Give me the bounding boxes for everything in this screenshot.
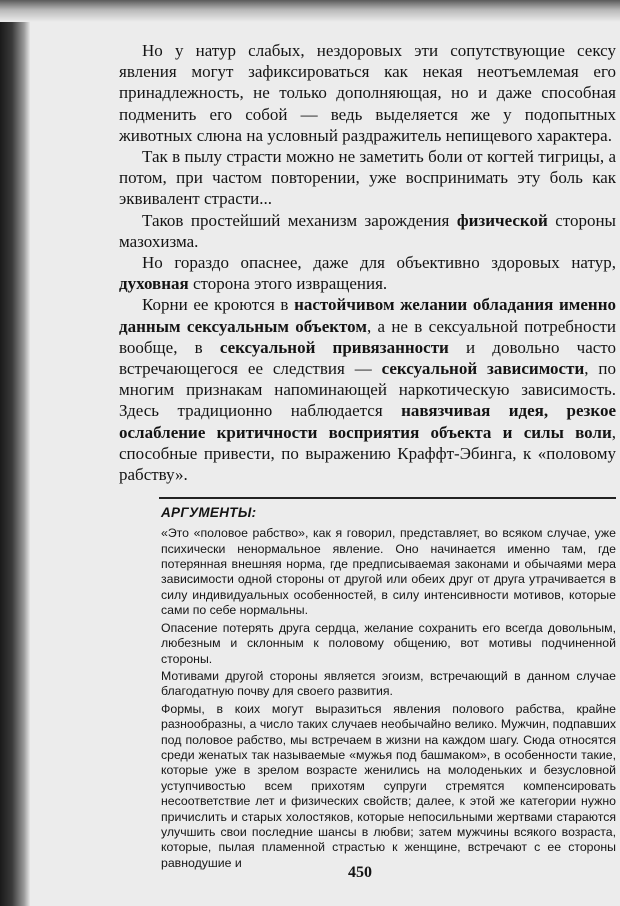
book-binding-shadow xyxy=(0,0,30,906)
paragraph-2: Так в пылу страсти можно не заметить боли от когтей тигрицы, а потом, при частом повторении, уже воспринимать эту боль как эквивалент страсти... xyxy=(119,147,616,209)
argument-paragraph: Опасение потерять друга сердца, желание сохранить его всегда довольным, любезным и склонным к половому общению, вот мотивы подчиненной стороны. xyxy=(161,620,616,666)
text-run: Таков простейший механизм зарождения xyxy=(142,210,457,230)
bold-term: духовная xyxy=(119,274,189,294)
arguments-title: АРГУМЕНТЫ: xyxy=(161,505,257,521)
bold-term: физической xyxy=(456,210,548,230)
paragraph-5 xyxy=(119,294,616,485)
argument-paragraph: «Это «половое рабство», как я говорил, представляет, во всяком случае, уже психически ненормальное явление. Оно начинается именно там, где потерянная внешняя норма, где предписываемая законами и обычаями мера зависимости одной стороны от другой или обеих друг от друга утрачивается в силу индивидуальных особенностей, в силу интенсивности мотивов, которые сами по себе нормальны. xyxy=(161,526,616,618)
top-edge-shadow xyxy=(0,0,620,22)
text-run: Но гораздо опаснее, даже для объективно здоровых натур, xyxy=(142,253,616,273)
text-run: , способные привести, по выражению Краффт-Эбинга, к «половому рабству». xyxy=(119,422,616,485)
section-divider xyxy=(159,497,616,499)
bold-term: сексуальной зависимости xyxy=(381,359,585,379)
paragraph-3 xyxy=(119,210,616,252)
bold-term: настойчивом желании обладания именно данным сексуальным объектом xyxy=(119,295,616,336)
paragraph-1: Но у натур слабых, нездоровых эти сопутствующие сексу явления могут зафиксироваться как некая неотъемлемая его принадлежность, не только дополняющая, но и даже способная подменить его собой — ведь выделяется же у подопытных животных слюна на условный раздражитель непищевого характера. xyxy=(119,41,616,145)
text-run: и довольно часто встречающегося ее следствия — xyxy=(119,337,616,379)
page-number: 450 xyxy=(348,864,372,881)
argument-paragraph: Мотивами другой стороны является эгоизм, встречающий в данном случае благодатную почву для своего развития. xyxy=(161,668,616,699)
text-run: Корни ее кроются в xyxy=(142,295,295,315)
arguments-section xyxy=(119,497,616,871)
bold-term: навязчивая идея, резкое ослабление критичности восприятия объекта и силы воли xyxy=(119,401,616,442)
argument-paragraph: Формы, в коих могут выразиться явления полового рабства, крайне разнообразны, а число таких случаев необычайно велико. Мужчин, подпавших под половое рабство, мы встречаем в жизни на каждом шагу. Сюда относятся среди женатых так называемые «мужья под башмаком», в особенности такие, которые уже в зрелом возрасте женились на молоденьких и безусловной уступчивостью всем прихотям супруги стремятся компенсировать несоответствие лет и физических свойств; далее, к этой же категории нужно причислить и старых холостяков, которые непосильными жертвами стараются улучшить свои последние шансы в любви; затем мужчины всякого возраста, которые, пылая пламенной страстью к женщине, встречают с ее стороны равнодушие и xyxy=(161,701,616,870)
text-run: сторона этого извращения. xyxy=(188,274,388,294)
page-content xyxy=(119,40,616,873)
text-run: стороны мазохизма. xyxy=(119,210,616,251)
bold-term: сексуальной привязанности xyxy=(219,337,449,357)
paragraph-4 xyxy=(119,252,616,294)
main-text xyxy=(119,40,616,485)
arguments-body xyxy=(161,526,616,871)
text-run: , по многим признакам напоминающей наркотическую зависимость. Здесь традиционно наблюдается xyxy=(119,359,616,421)
text-run: , а не в сексуальной потребности вообще, в xyxy=(119,316,617,357)
